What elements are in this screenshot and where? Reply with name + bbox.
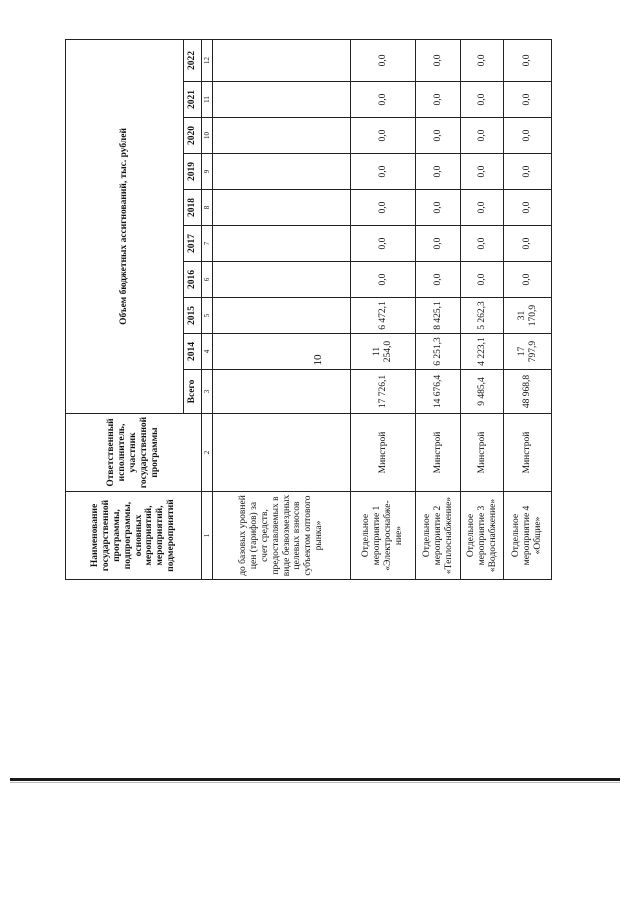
row-executor [213,414,351,492]
row-value: 0,0 [351,190,416,226]
row-value: 0,0 [461,226,504,262]
column-number: 2 [202,414,213,492]
header-year: 2022 [184,39,202,81]
row-value [213,262,351,298]
row-executor: Минстрой [461,414,504,492]
row-name: Отдельное мероприятие 2 «Теплоснабжение» [416,492,461,580]
row-value: 0,0 [461,154,504,190]
table-row [213,39,351,579]
page-divider [10,778,620,781]
row-value [213,39,351,81]
row-executor: Минстрой [351,414,416,492]
row-name: до базовых уровней цен (тарифов) за счет средств, предоставляемых в виде безвозмездных целевых взносов субъектом оптового рынка» [213,492,351,580]
row-name: Отдельное мероприятие 3 «Водоснабжение» [461,492,504,580]
row-value: 0,0 [416,262,461,298]
column-number: 11 [202,82,213,118]
row-executor: Минстрой [416,414,461,492]
column-number: 3 [202,370,213,414]
row-value: 5 262,3 [461,298,504,334]
row-value [213,370,351,414]
column-number: 4 [202,334,213,370]
header-year: 2015 [184,298,202,334]
row-value: 8 425,1 [416,298,461,334]
row-value: 0,0 [416,226,461,262]
column-number: 12 [202,39,213,81]
row-value: 0,0 [504,154,552,190]
row-value: 0,0 [351,118,416,154]
page-number: 10 [312,354,324,366]
row-value: 0,0 [504,262,552,298]
table-row [461,39,504,579]
header-budget-group: Объем бюджетных ассигнований, тыс. рублей [66,39,184,413]
header-program-name: Наименование государственной программы, подпрограммы, основных мероприятий, мероприятий, подмероприятий [66,492,202,580]
row-value: 0,0 [416,190,461,226]
row-executor: Минстрой [504,414,552,492]
row-value: 0,0 [416,118,461,154]
row-value: 0,0 [351,262,416,298]
row-value: 0,0 [504,82,552,118]
row-value [213,82,351,118]
row-value: 11 254,0 [351,334,416,370]
column-number: 6 [202,262,213,298]
row-value: 48 968,8 [504,370,552,414]
row-value [213,190,351,226]
row-value [213,298,351,334]
table-row [351,39,416,579]
row-value: 0,0 [504,226,552,262]
row-value: 0,0 [461,82,504,118]
column-number: 7 [202,226,213,262]
row-value: 17 726,1 [351,370,416,414]
column-number: 10 [202,118,213,154]
header-year: 2020 [184,118,202,154]
row-value [213,118,351,154]
header-year: 2016 [184,262,202,298]
row-value: 0,0 [351,226,416,262]
row-value: 0,0 [461,190,504,226]
column-number: 8 [202,190,213,226]
column-number: 5 [202,298,213,334]
budget-table-container [65,40,543,580]
row-value: 0,0 [416,82,461,118]
row-value: 0,0 [351,154,416,190]
table-row [504,39,552,579]
row-value: 0,0 [461,118,504,154]
header-year: 2018 [184,190,202,226]
row-name: Отдельное мероприятие 4 «Общие» [504,492,552,580]
row-value: 17 797,9 [504,334,552,370]
header-total: Всего [184,370,202,414]
row-value: 0,0 [351,39,416,81]
row-value: 0,0 [504,39,552,81]
page-divider-thin [10,782,620,783]
row-value: 0,0 [504,190,552,226]
row-name: Отдельное мероприятие 1 «Электроснабже-ние» [351,492,416,580]
row-value [213,334,351,370]
column-number: 9 [202,154,213,190]
row-value: 0,0 [461,39,504,81]
row-value: 0,0 [416,39,461,81]
row-value: 0,0 [504,118,552,154]
row-value: 31 170,9 [504,298,552,334]
row-value: 0,0 [461,262,504,298]
row-value: 14 676,4 [416,370,461,414]
row-value: 0,0 [351,82,416,118]
column-number: 1 [202,492,213,580]
table-row [416,39,461,579]
row-value: 0,0 [416,154,461,190]
row-value: 9 485,4 [461,370,504,414]
budget-table [65,39,552,580]
header-year: 2014 [184,334,202,370]
header-executor: Ответственный исполнитель, участник государственной программы [66,414,202,492]
row-value: 6 251,3 [416,334,461,370]
header-year: 2017 [184,226,202,262]
row-value: 4 223,1 [461,334,504,370]
header-year: 2021 [184,82,202,118]
row-value: 6 472,1 [351,298,416,334]
row-value [213,154,351,190]
header-year: 2019 [184,154,202,190]
row-value [213,226,351,262]
